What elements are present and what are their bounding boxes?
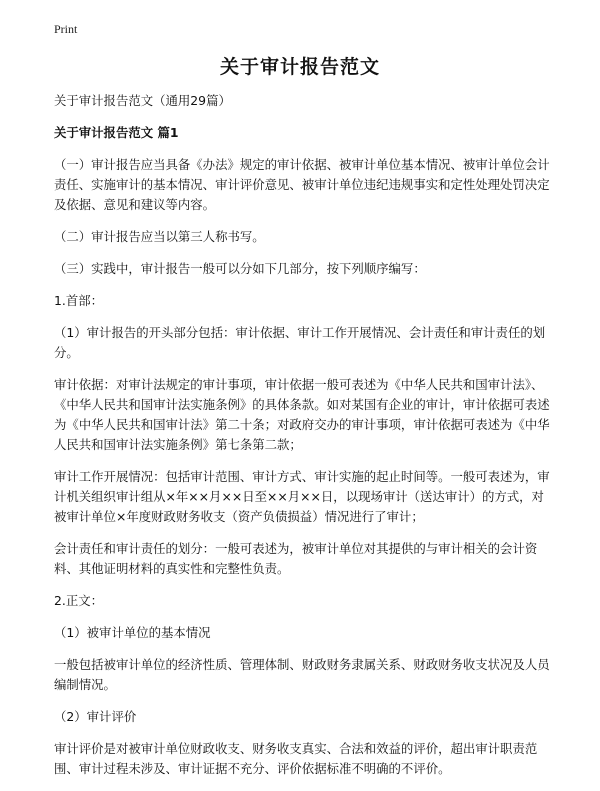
paragraph: （1）审计报告的开头部分包括：审计依据、审计工作开展情况、会计责任和审计责任的划分。 (54, 325, 546, 360)
document-title: 关于审计报告范文 (219, 56, 380, 78)
paragraph: 会计责任和审计责任的划分：一般可表述为，被审计单位对其提供的与审计相关的会计资料、其他证明材料的真实性和完整性负责。 (54, 541, 538, 576)
paragraph: （一）审计报告应当具备《办法》规定的审计依据、被审计单位基本情况、被审计单位会计责任、实施审计的基本情况、审计评价意见、被审计单位违纪违规事实和定性处理处罚决定及依据、意见和建议等内容。 (54, 157, 550, 212)
paragraph: 审计评价是对被审计单位财政收支、财务收支真实、合法和效益的评价，超出审计职责范围、审计过程未涉及、审计证据不充分、评价依据标准不明确的不评价。 (54, 741, 538, 776)
paragraph: 2.正文： (54, 593, 103, 608)
paragraph: 1.首部： (54, 293, 103, 308)
paragraph: （1）被审计单位的基本情况 (54, 625, 211, 640)
section-heading: 关于审计报告范文 篇1 (54, 125, 179, 140)
paragraph: （二）审计报告应当以第三人称书写。 (54, 229, 265, 244)
print-link[interactable]: Print (54, 22, 78, 36)
subtitle: 关于审计报告范文（通用29篇） (54, 93, 231, 108)
paragraph: （三）实践中，审计报告一般可以分如下几部分，按下列顺序编写： (54, 261, 426, 276)
paragraph: （2）审计评价 (54, 709, 137, 724)
paragraph: 一般包括被审计单位的经济性质、管理体制、财政财务隶属关系、财政财务收支状况及人员编制情况。 (54, 657, 550, 692)
paragraph: 审计依据：对审计法规定的审计事项，审计依据一般可表述为《中华人民共和国审计法》、《中华人民共和国审计法实施条例》的具体条款。如对某国有企业的审计，审计依据可表述为《中华人民共和国审计法》第二十条；对政府交办的审计事项，审计依据可表述为《中华人民共和国审计法实施条例》第七条第二款； (54, 377, 550, 452)
paragraph: 审计工作开展情况：包括审计范围、审计方式、审计实施的起止时间等。一般可表述为，审计机关组织审计组从×年××月××日至××月××日，以现场审计（送达审计）的方式，对被审计单位×年度财政财务收支（资产负债损益）情况进行了审计； (54, 469, 550, 524)
document-body (54, 91, 552, 791)
